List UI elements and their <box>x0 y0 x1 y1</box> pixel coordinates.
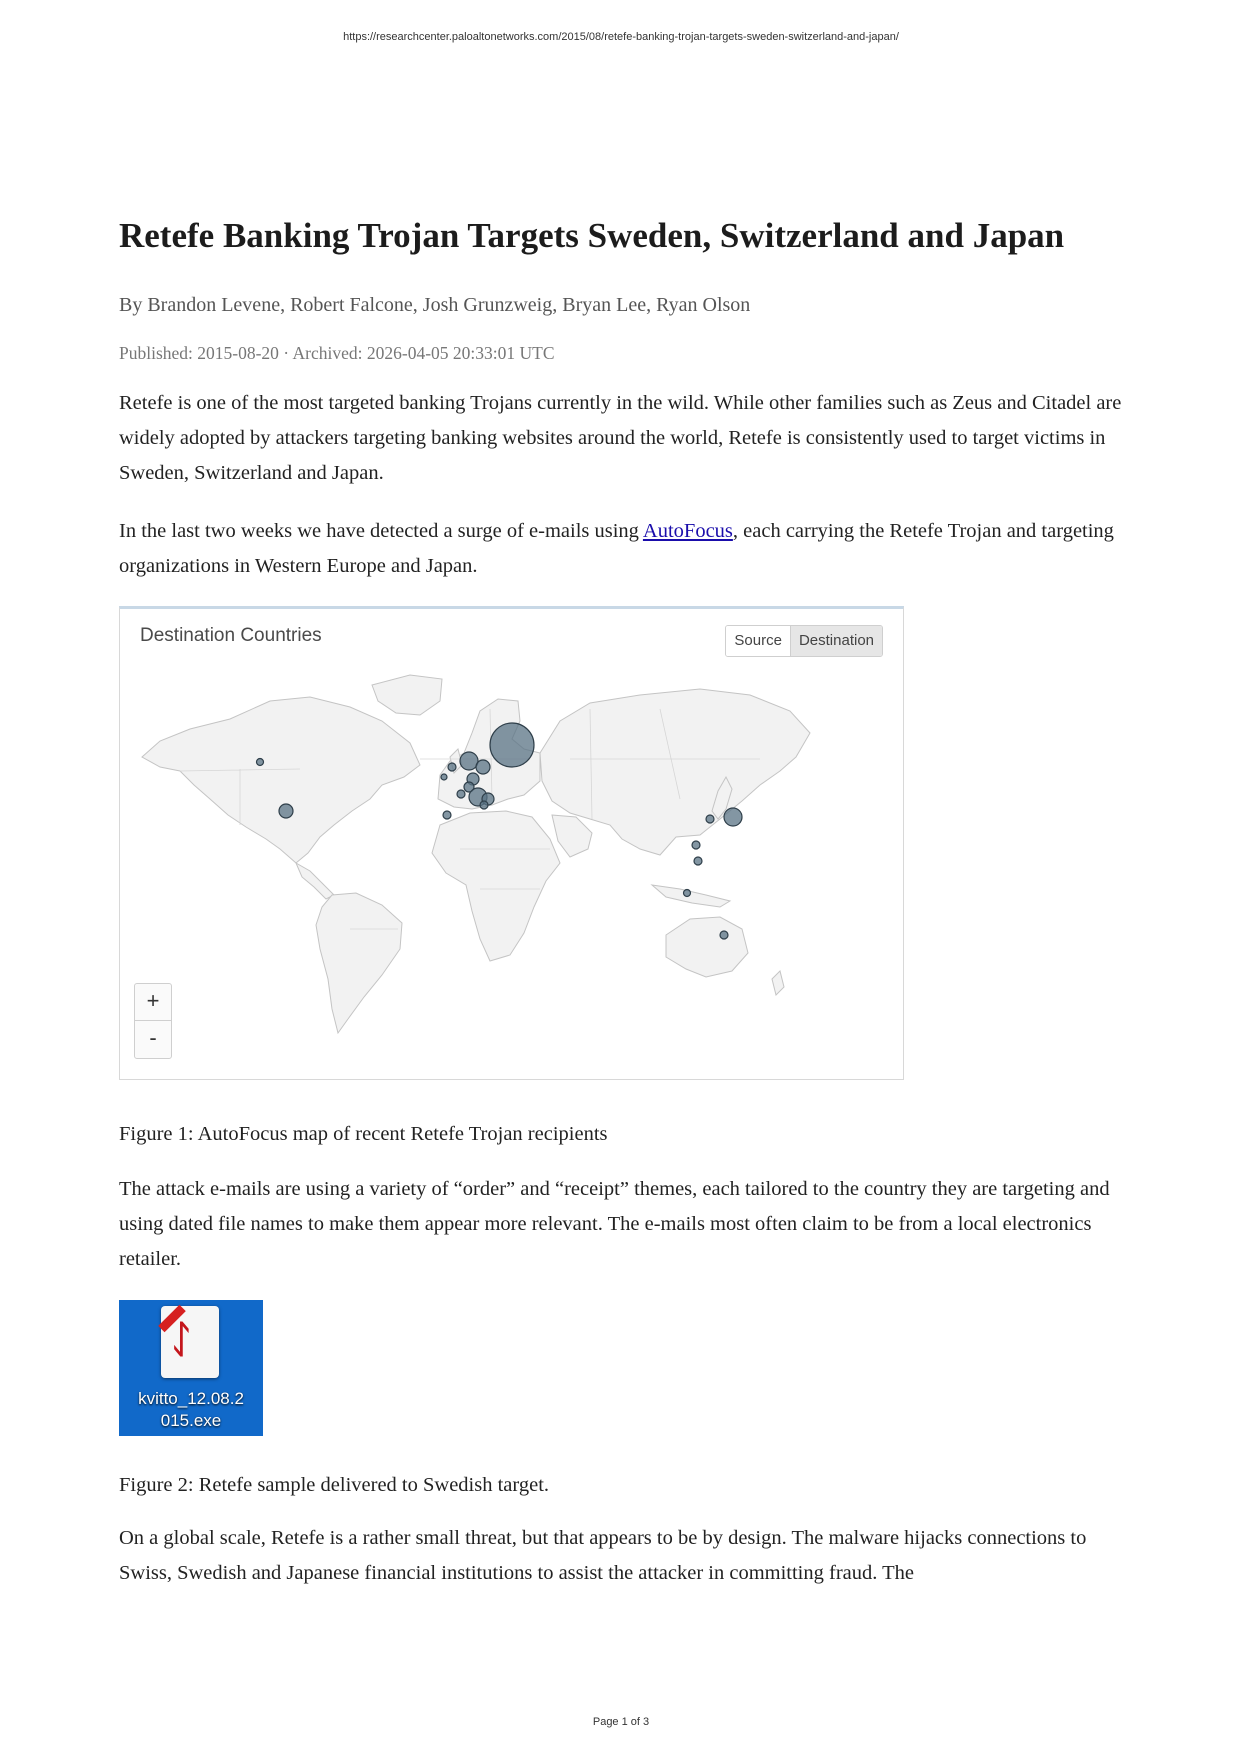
marker-ireland[interactable] <box>448 763 456 771</box>
sample-file-figure <box>119 1300 263 1436</box>
marker-uk[interactable] <box>441 774 447 780</box>
marker-italy[interactable] <box>480 801 488 809</box>
marker-singapore[interactable] <box>684 890 691 897</box>
source-url: https://researchcenter.paloaltonetworks.com/2015/08/retefe-banking-trojan-targets-sweden-switzerland-and-japan/ <box>343 31 899 43</box>
article-title: Retefe Banking Trojan Targets Sweden, Switzerland and Japan <box>119 216 1065 255</box>
toggle-source-button[interactable]: Source <box>726 626 790 656</box>
zoom-in-button[interactable]: + <box>146 988 160 1013</box>
marker-france[interactable] <box>457 790 465 798</box>
page-number: Page 1 of 3 <box>592 1716 650 1728</box>
marker-canada[interactable] <box>257 759 264 766</box>
file-name-label <box>119 1388 263 1432</box>
figure1-caption: Figure 1: AutoFocus map of recent Retefe Trojan recipients <box>119 1123 608 1145</box>
publish-info: Published: 2015-08-20 · Archived: 2026-04-05 20:33:01 UTC <box>119 343 555 363</box>
landmass-indonesia <box>652 885 730 907</box>
paragraph-global-scale: On a global scale, Retefe is a rather small threat, but that appears to be by design. The malware hijacks connections to Swiss, Swedish and Japanese financial institutions to assist the attacker in committing fraud. The <box>119 1527 1087 1584</box>
destination-map-figure <box>119 606 904 1080</box>
article-content <box>119 208 1124 1591</box>
paragraph-themes: The attack e-mails are using a variety of “order” and “receipt” themes, each tailored to the country they are targeting and using dated file names to make them appear more relevant. The e-mails most often claim to be from a local electronics retailer. <box>119 1178 1110 1270</box>
zoom-out-button[interactable]: - <box>135 1020 171 1057</box>
paragraph-text: In the last two weeks we have detected a surge of e-mails using <box>119 520 643 542</box>
pdf-file-icon <box>161 1306 219 1378</box>
acrobat-symbol-icon: ᛇ <box>170 1319 193 1361</box>
marker-united-states[interactable] <box>279 804 293 818</box>
figure2-caption: Figure 2: Retefe sample delivered to Swedish target. <box>119 1474 550 1496</box>
landmass-new-zealand <box>772 971 784 995</box>
marker-korea[interactable] <box>706 815 714 823</box>
marker-australia[interactable] <box>720 931 728 939</box>
marker-denmark[interactable] <box>476 760 490 774</box>
marker-taiwan[interactable] <box>692 841 700 849</box>
file-name-line1: kvitto_12.08.2 <box>138 1389 244 1408</box>
marker-sweden[interactable] <box>490 723 534 767</box>
marker-japan[interactable] <box>724 808 742 826</box>
marker-spain[interactable] <box>443 811 451 819</box>
landmass-africa <box>432 811 560 961</box>
landmass-north-america <box>142 697 420 863</box>
marker-norway[interactable] <box>460 752 478 770</box>
toggle-destination-button[interactable]: Destination <box>790 626 882 656</box>
autofocus-link[interactable]: AutoFocus <box>642 520 733 542</box>
file-name-line2: 015.exe <box>160 1411 222 1430</box>
article-byline: By Brandon Levene, Robert Falcone, Josh Grunzweig, Bryan Lee, Ryan Olson <box>119 294 751 316</box>
map-title: Destination Countries <box>140 625 322 646</box>
paragraph-intro: Retefe is one of the most targeted banking Trojans currently in the wild. While other families such as Zeus and Citadel are widely adopted by attackers targeting banking websites around the world, Retefe is consistently used to target victims in Sweden, Switzerland and Japan. <box>119 392 1122 484</box>
world-map[interactable] <box>120 649 903 1039</box>
marker-philippines[interactable] <box>694 857 702 865</box>
landmass-south-america <box>316 893 402 1033</box>
landmass-australia <box>666 917 748 977</box>
landmass-arabia <box>552 815 592 857</box>
map-zoom-controls <box>134 983 172 1059</box>
paragraph-text: , each carrying the Retefe Trojan and targeting organizations in Western Europe and Japan. <box>119 520 1114 577</box>
paragraph-autofocus <box>119 514 1124 584</box>
landmass-greenland <box>372 675 442 715</box>
landmass-central-america <box>296 863 334 899</box>
